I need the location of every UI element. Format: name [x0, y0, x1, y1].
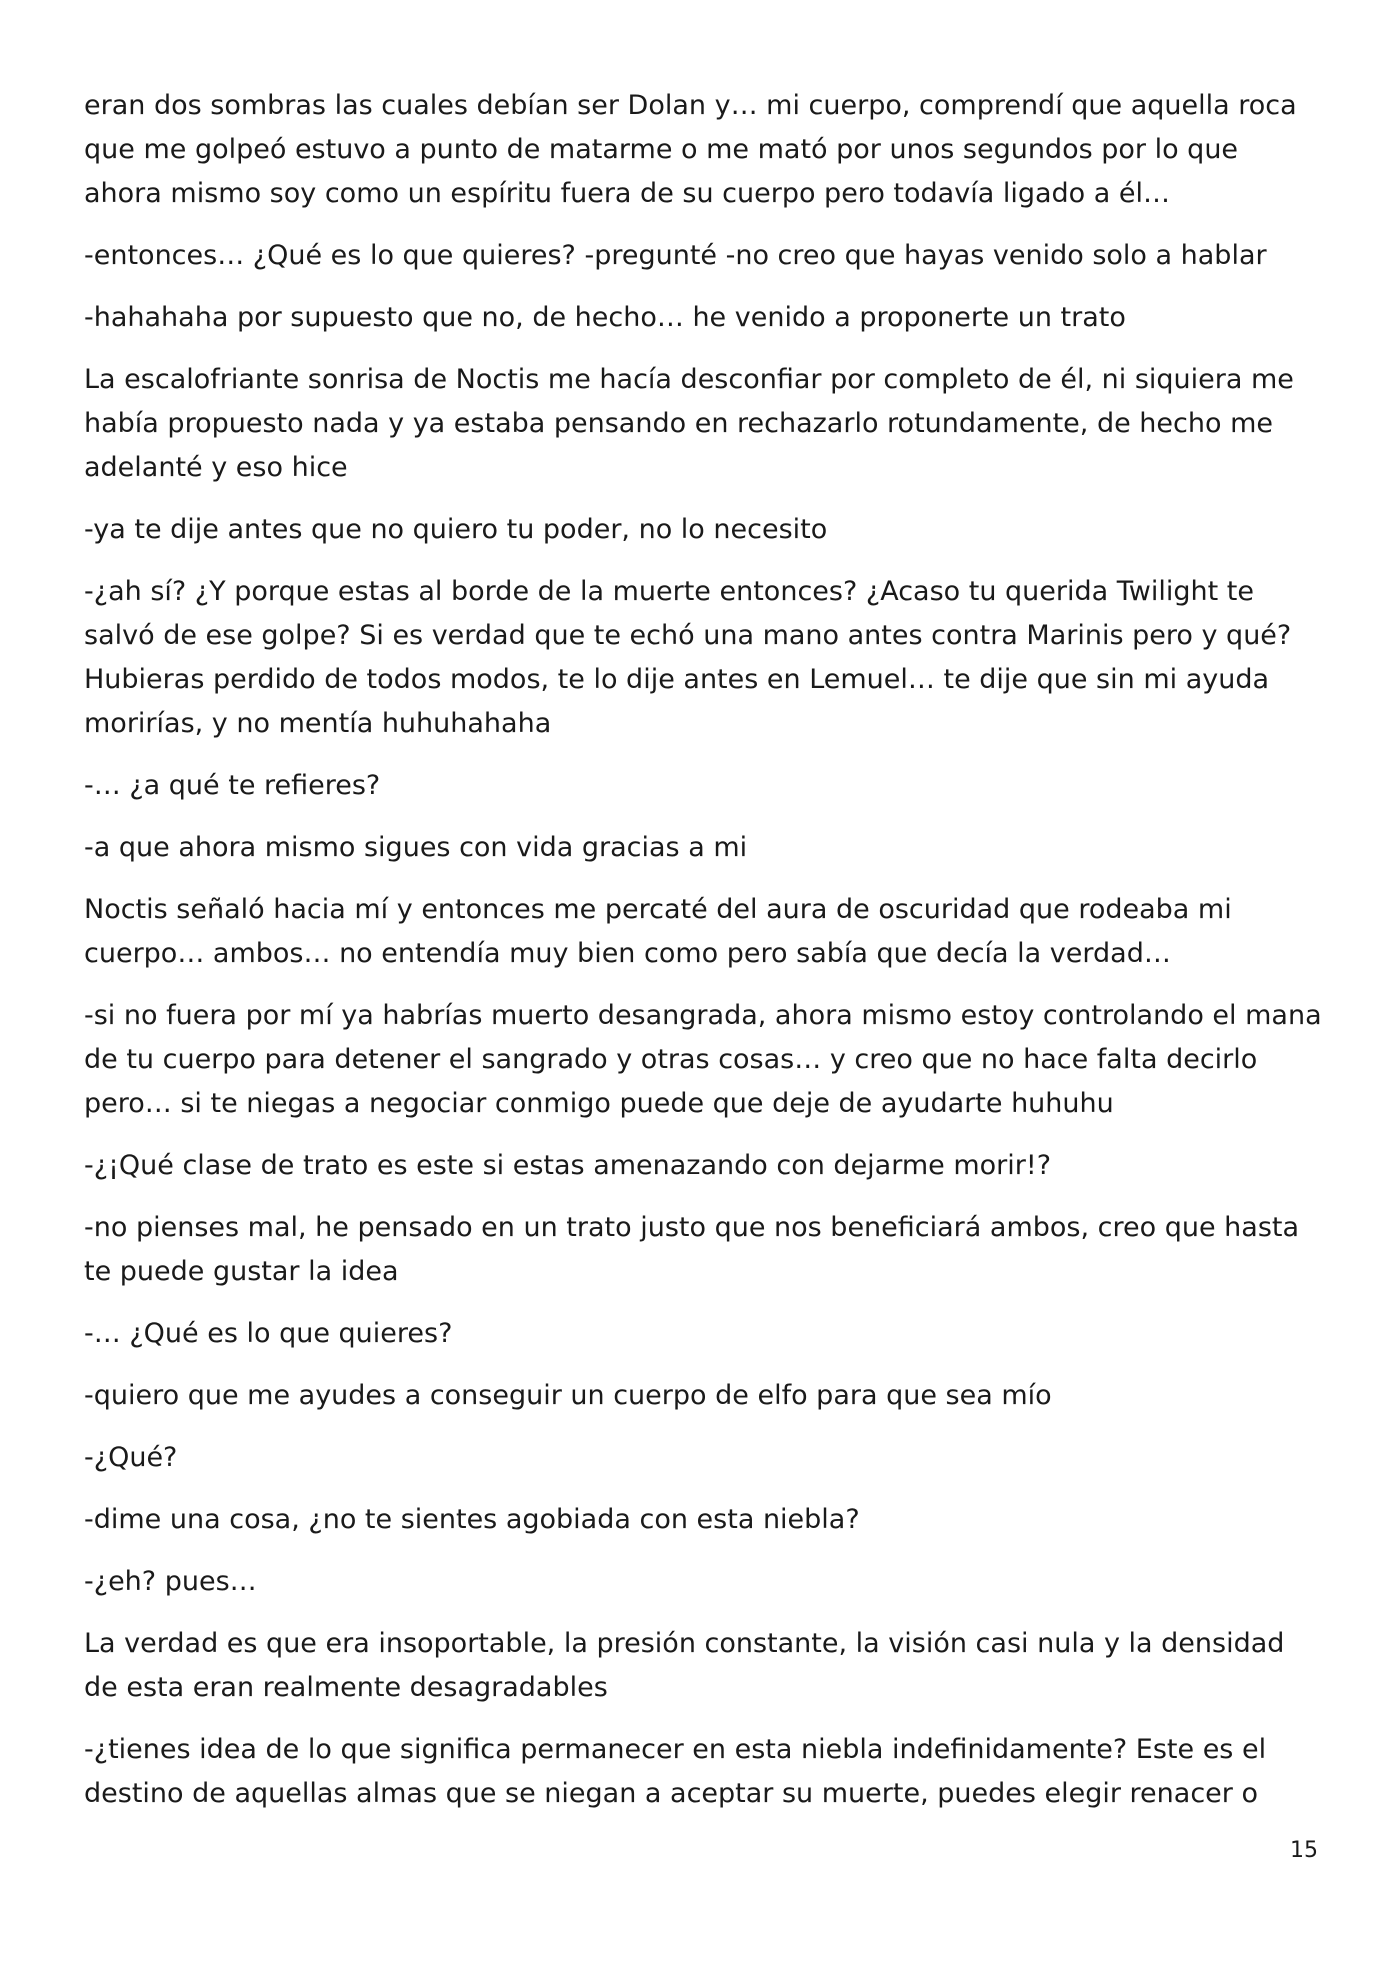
paragraph-13: -… ¿Qué es lo que quieres? — [84, 1318, 453, 1349]
paragraph-15: -¿Qué? — [84, 1442, 178, 1473]
paragraph-11: -¿¡Qué clase de trato es este si estas amenazando con dejarme morir!? — [84, 1150, 1052, 1181]
paragraph-6: -¿ah sí? ¿Y porque estas al borde de la muerte entonces? ¿Acaso tu querida Twilight te salvó de ese golpe? Si es verdad que te echó una mano antes contra Marinis pero y qué? Hubieras perdido de todos modos, te lo dije antes en Lemuel… te dije que sin mi ayuda morirías, y no mentía huhuhahaha — [84, 576, 1292, 739]
paragraph-19: -¿tienes idea de lo que significa permanecer en esta niebla indefinidamente? Este es el destino de aquellas almas que se niegan a aceptar su muerte, puedes elegir renacer o — [84, 1734, 1267, 1809]
paragraph-18: La verdad es que era insoportable, la presión constante, la visión casi nula y la densidad de esta eran realmente desagradables — [84, 1628, 1285, 1703]
paragraph-1: eran dos sombras las cuales debían ser Dolan y… mi cuerpo, comprendí que aquella roca que me golpeó estuvo a punto de matarme o me mató por unos segundos por lo que ahora mismo soy como un espíritu fuera de su cuerpo pero todavía ligado a él… — [84, 90, 1297, 209]
page-number: 15 — [1290, 1838, 1318, 1863]
paragraph-16: -dime una cosa, ¿no te sientes agobiada con esta niebla? — [84, 1504, 860, 1535]
paragraph-9: Noctis señaló hacia mí y entonces me percaté del aura de oscuridad que rodeaba mi cuerpo… ambos… no entendía muy bien como pero sabía que decía la verdad… — [84, 894, 1232, 969]
paragraph-3: -hahahaha por supuesto que no, de hecho… he venido a proponerte un trato — [84, 302, 1126, 333]
paragraph-5: -ya te dije antes que no quiero tu poder, no lo necesito — [84, 514, 828, 545]
paragraph-2: -entonces… ¿Qué es lo que quieres? -pregunté -no creo que hayas venido solo a hablar — [84, 240, 1267, 271]
paragraph-7: -… ¿a qué te refieres? — [84, 770, 381, 801]
paragraph-14: -quiero que me ayudes a conseguir un cuerpo de elfo para que sea mío — [84, 1380, 1052, 1411]
paragraph-17: -¿eh? pues… — [84, 1566, 257, 1597]
paragraph-4: La escalofriante sonrisa de Noctis me hacía desconfiar por completo de él, ni siquiera me había propuesto nada y ya estaba pensando en rechazarlo rotundamente, de hecho me adelanté y eso hice — [84, 364, 1294, 483]
body-text — [84, 84, 1324, 1834]
paragraph-12: -no pienses mal, he pensado en un trato justo que nos beneficiará ambos, creo que hasta te puede gustar la idea — [84, 1212, 1300, 1287]
paragraph-8: -a que ahora mismo sigues con vida gracias a mi — [84, 832, 748, 863]
paragraph-10: -si no fuera por mí ya habrías muerto desangrada, ahora mismo estoy controlando el mana de tu cuerpo para detener el sangrado y otras cosas… y creo que no hace falta decirlo pero… si te niegas a negociar conmigo puede que deje de ayudarte huhuhu — [84, 1000, 1322, 1119]
